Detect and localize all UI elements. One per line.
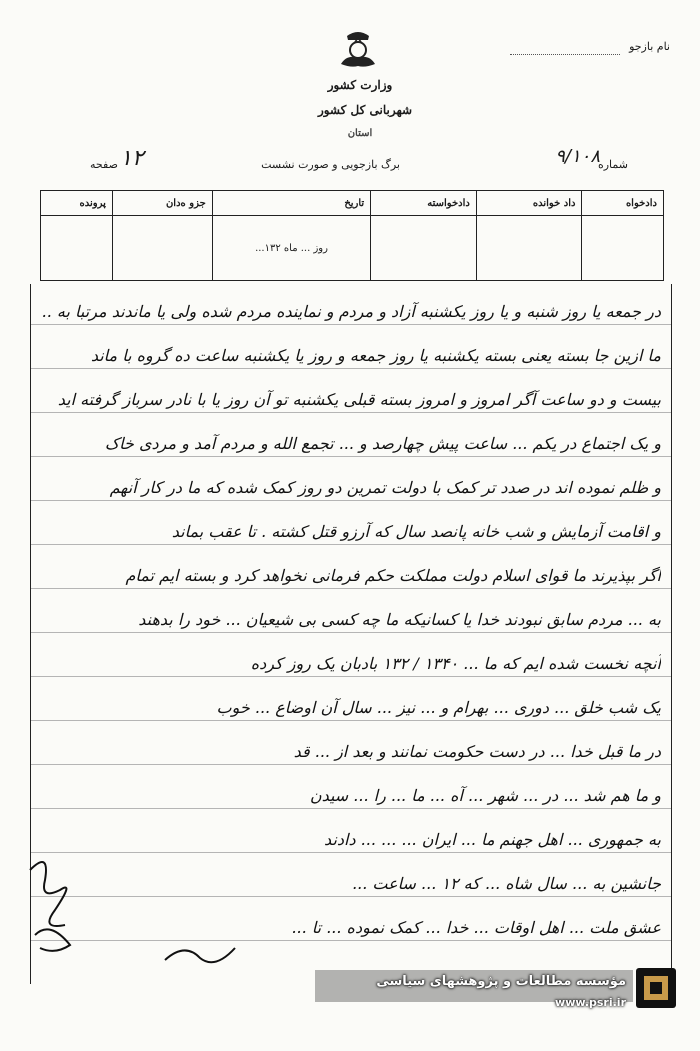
form-title: برگ بازجویی و صورت نشست — [261, 158, 400, 171]
handwritten-line: و یک اجتماع در یکم ... ساعت پیش چهارصد و ... تجمع الله و مردم آمد و مردی خاک — [104, 434, 661, 453]
handwritten-line: بیست و دو ساعت آگر امروز و امروز بسته قبلی یکشنبه تو آن روز یا با نادر سرباز گرفته اید — [57, 390, 661, 409]
handwritten-line: عشق ملت ... اهل اوقات ... خدا ... کمک نموده ... تا ... — [291, 918, 661, 937]
investigator-line — [510, 54, 620, 55]
institute-website: www.psri.ir — [555, 996, 626, 1009]
province-label: استان — [347, 128, 373, 139]
institute-logo-icon — [636, 968, 676, 1008]
handwritten-line: و اقامت آزمایش و شب خانه پانصد سال که آرزو قتل کشته . تا عقب بماند — [171, 522, 661, 541]
page-number-label: صفحه — [90, 158, 118, 171]
number-label: شماره — [597, 158, 628, 171]
cell-file-folder — [112, 216, 212, 281]
cell-claim — [371, 216, 477, 281]
cell-case-file — [41, 216, 113, 281]
office-name: شهربانی کل کشور — [317, 103, 413, 117]
number-value: ۹/۱۰۸ — [555, 146, 600, 167]
handwritten-line: جانشین به ... سال شاه ... که ۱۲ ... ساعت ... — [352, 874, 661, 893]
handwritten-line: در جمعه یا روز شنبه و یا روز یکشنبه آزاد و مردم و نماینده مردم شده ولی یا ماندند مرتبا به .. — [41, 302, 661, 321]
header-file-folder: جزو ه‌دان — [112, 191, 212, 216]
table-header-row — [41, 191, 664, 216]
signature-scribble-icon — [20, 850, 80, 960]
handwritten-line: ما ازین جا بسته یعنی بسته یکشنبه یا روز جمعه و روز یا یکشنبه ساعت ده گروه با ماند — [90, 346, 661, 365]
header-plaintiff: دادخواه — [582, 191, 664, 216]
cell-defendant — [476, 216, 582, 281]
case-info-table — [40, 190, 664, 281]
lion-and-sun-emblem-icon — [335, 28, 381, 72]
ministry-name: وزارت کشور — [327, 78, 393, 92]
handwritten-line: اگر بپذیرند ما قوای اسلام دولت مملکت حکم فرمانی نخواهد کرد و بسته ایم تمام — [125, 566, 661, 585]
page-number-value: ۱۲ — [120, 146, 144, 171]
investigator-label: نام بازجو — [629, 40, 670, 53]
table-row — [41, 216, 664, 281]
handwritten-line: در ما قبل خدا ... در دست حکومت نمانند و بعد از ... قد — [293, 742, 661, 761]
handwritten-line: و ما هم شد ... در ... شهر ... آه ... ما ... را ... سیدن — [309, 786, 661, 805]
header-claim: دادخواسته — [371, 191, 477, 216]
form-meta-row — [40, 146, 670, 178]
header-defendant: داد خوانده — [476, 191, 582, 216]
handwritten-line: به جمهوری ... اهل جهنم ما ... ایران ... ... ... دادند — [324, 830, 661, 849]
handwritten-line: یک شب خلق ... دوری ... بهرام و ... نیز ... سال آن اوضاع ... خوب — [216, 698, 661, 717]
handwritten-line: به ... مردم سابق نبودند خدا یا کسانیکه ما چه کسی بی شیعیان ... خود را بدهند — [138, 610, 661, 629]
header-date: تاریخ — [212, 191, 370, 216]
handwritten-body — [30, 284, 672, 984]
handwritten-line: و ظلم نموده اند در صدد تر کمک با دولت تمرین دو روز کمک شده که ما در کار آنهم — [109, 478, 661, 497]
header-case-file: پرونده — [41, 191, 113, 216]
signature-mark-icon — [160, 940, 240, 970]
cell-plaintiff — [582, 216, 664, 281]
cell-date: روز ... ماه ۱۳۲... — [212, 216, 370, 281]
handwritten-line: آنچه نخست شده ایم که ما ... ۱۳۴۰ / ۱۳۲ بادبان یک روز کرده — [250, 654, 661, 673]
institute-name: مؤسسه مطالعات و پژوهشهای سیاسی — [376, 974, 626, 989]
